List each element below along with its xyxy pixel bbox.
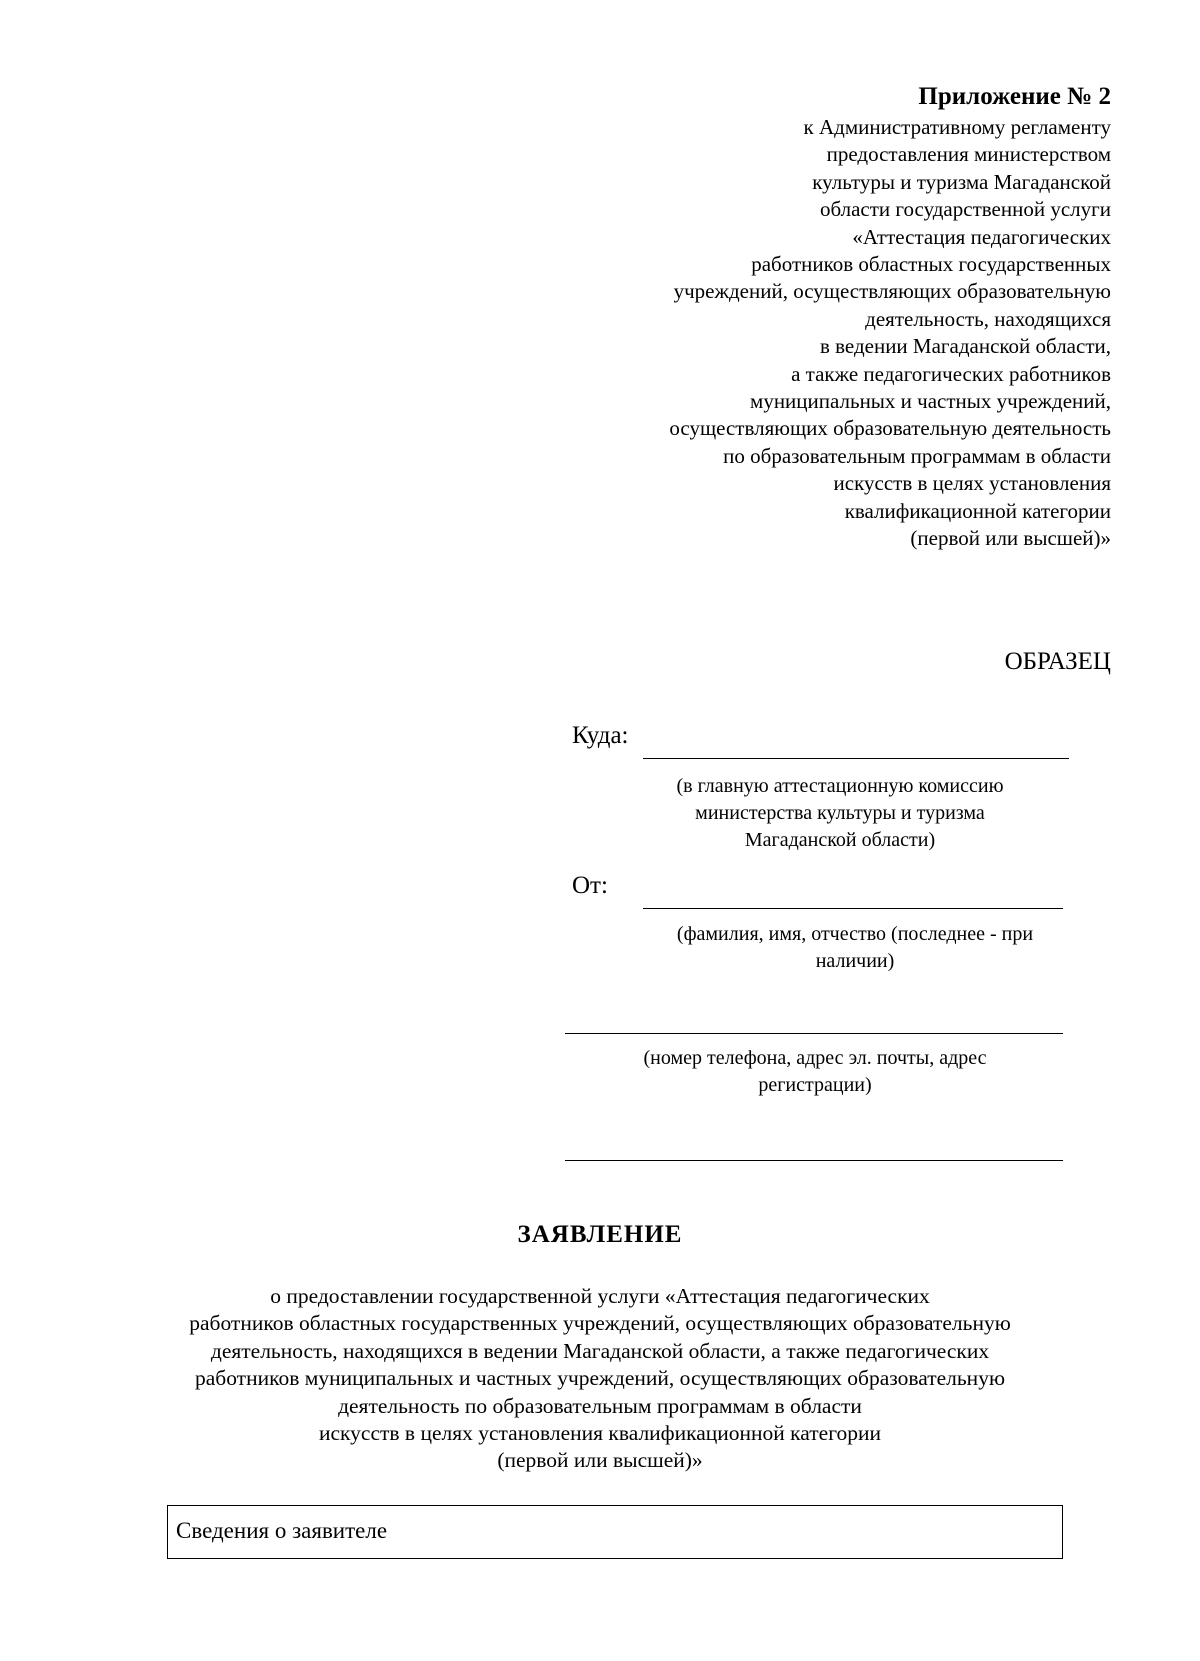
subject-line: работников областных государственных учреждений, осуществляющих образовательную [189,1311,1011,1336]
subject-line: деятельность по образовательным программам в области [338,1393,862,1418]
to-hint-line: министерства культуры и туризма [695,802,985,824]
appendix-line: по образовательным программам в области [723,443,1111,468]
appendix-line: деятельность, находящихся [865,306,1111,331]
signature-field-line[interactable] [565,1160,1063,1161]
from-field-line[interactable] [643,908,1063,909]
appendix-line: области государственной услуги [819,197,1111,222]
contacts-hint-line: (номер телефона, адрес эл. почты, адрес [643,1047,987,1069]
appendix-line: (первой или высшей)» [910,526,1111,551]
appendix-line: учреждений, осуществляющих образовательную [673,279,1111,304]
applicant-section-title: Сведения о заявителе [176,1518,388,1543]
appendix-line: осуществляющих образовательную деятельность [669,416,1111,441]
subject-line: о предоставлении государственной услуги «Аттестация педагогических [270,1284,930,1308]
from-label: От: [572,872,608,899]
appendix-line: к Административному регламенту [803,115,1111,139]
to-label: Куда: [572,722,629,749]
to-field-line[interactable] [643,758,1069,759]
to-hint-line: (в главную аттестационную комиссию [676,775,1004,797]
subject-line: (первой или высшей)» [497,1448,703,1473]
appendix-line: в ведении Магаданской области, [819,334,1111,359]
appendix-block [551,80,1111,553]
contacts-hint [595,1045,1035,1099]
subject-paragraph [150,1283,1050,1475]
subject-line: искусств в целях установления квалификационной категории [318,1421,882,1446]
from-hint-line: наличии) [815,950,895,972]
applicant-section-box [167,1505,1063,1559]
appendix-line: работников областных государственных [751,252,1111,277]
contacts-hint-line: регистрации) [758,1074,872,1096]
from-hint [635,921,1075,975]
contacts-field-line[interactable] [565,1033,1063,1034]
document-heading: ЗАЯВЛЕНИЕ [517,1221,683,1248]
appendix-line: «Аттестация педагогических [852,224,1111,249]
appendix-title: Приложение № 2 [918,83,1111,110]
appendix-line: а также педагогических работников [791,361,1111,386]
subject-line: работников муниципальных и частных учреждений, осуществляющих образовательную [194,1366,1006,1391]
from-hint-line: (фамилия, имя, отчество (последнее - при [676,923,1034,945]
appendix-line: искусств в целях установления [833,471,1111,496]
appendix-line: культуры и туризма Магаданской [812,169,1111,194]
to-hint-line: Магаданской области) [744,829,936,851]
appendix-line: предоставления министерством [826,142,1111,167]
to-hint [620,773,1060,854]
subject-line: деятельность, находящихся в ведении Магаданской области, а также педагогических [210,1338,990,1363]
appendix-line: квалификационной категории [844,498,1111,523]
sample-label: ОБРАЗЕЦ [1004,648,1111,675]
appendix-line: муниципальных и частных учреждений, [750,389,1111,414]
